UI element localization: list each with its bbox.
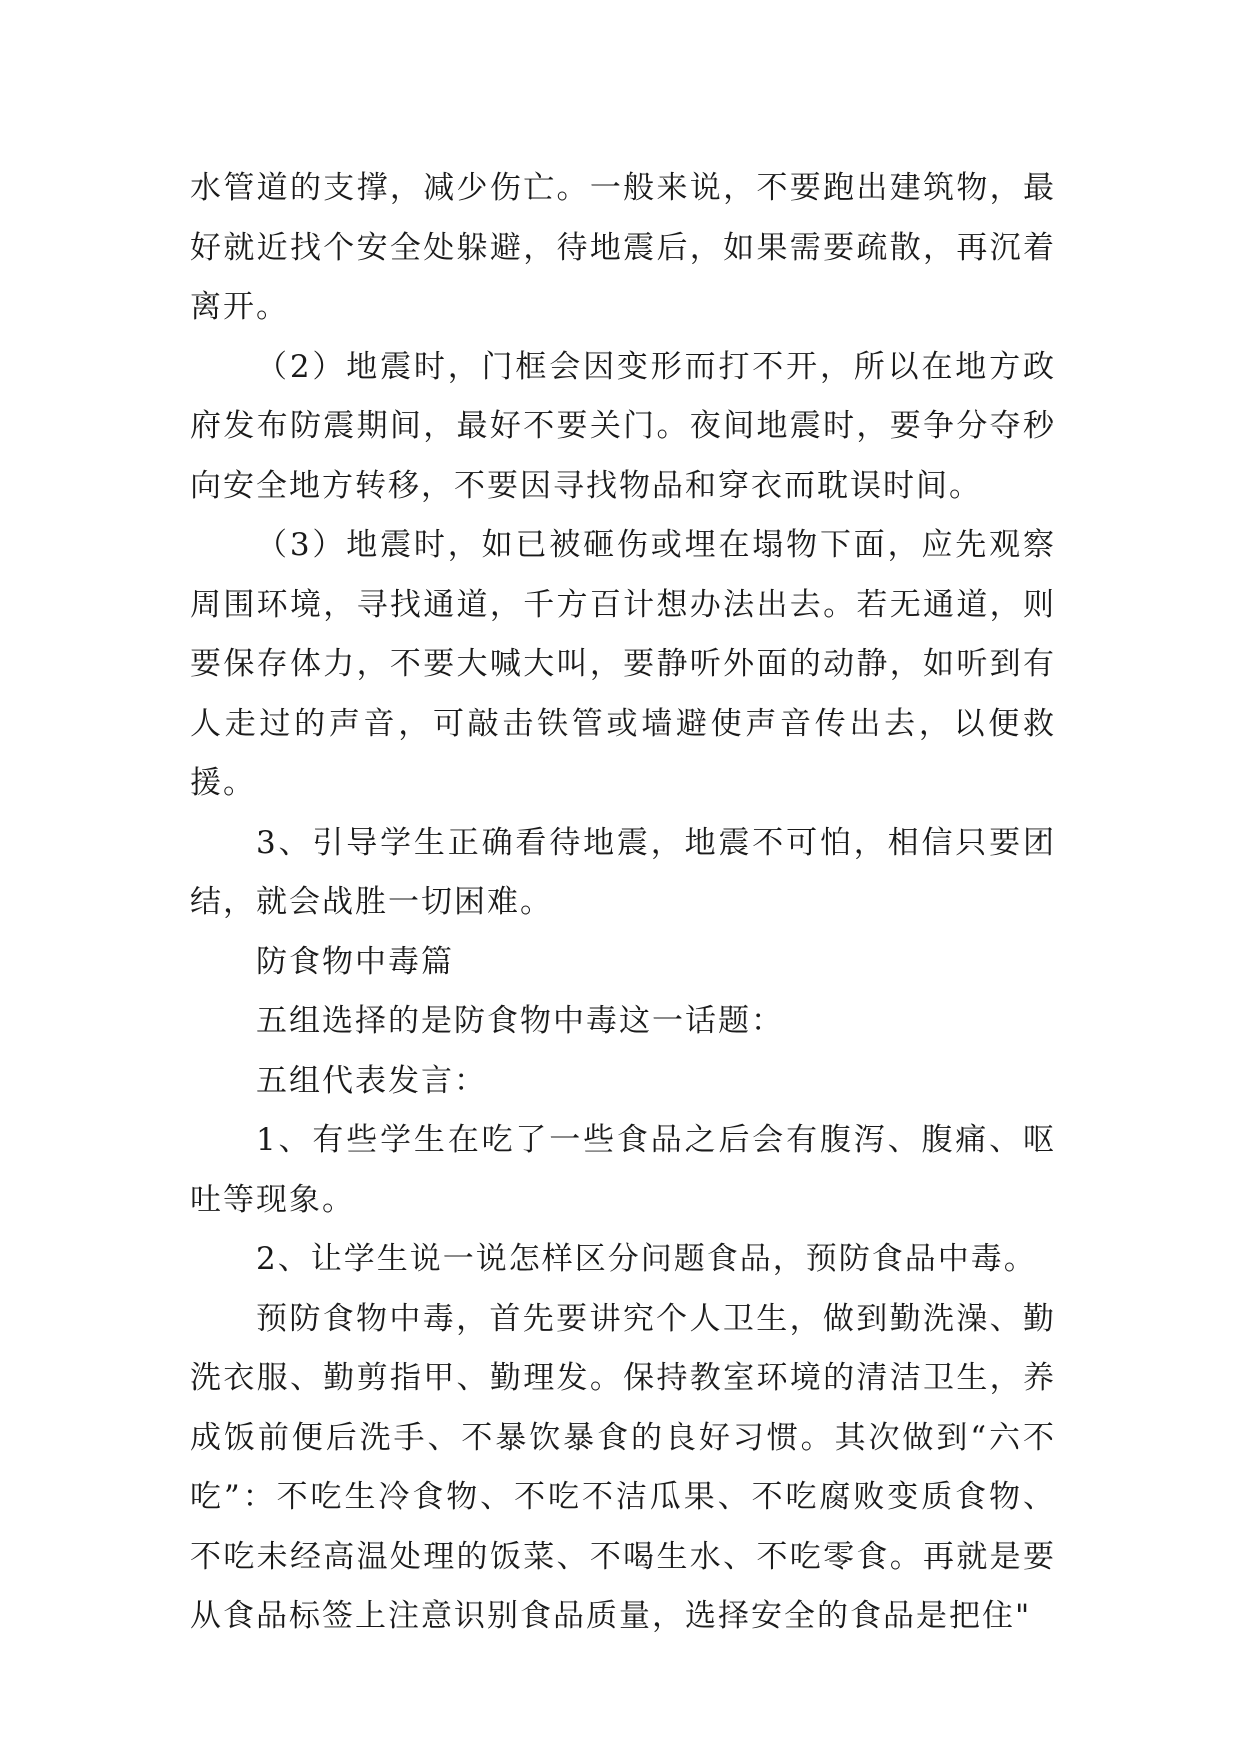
paragraph-group-representative: 五组代表发言： [256, 1062, 487, 1099]
paragraph-earthquake-doors: （2）地震时，门框会因变形而打不开，所以在地方政府发布防震期间，最好不要关门。夜间地震时，要争分夺秒向安全地方转移，不要因寻找物品和穿衣而耽误时间。 [190, 348, 1056, 504]
paragraph-symptoms: 1、有些学生在吃了一些食品之后会有腹泻、腹痛、呕吐等现象。 [190, 1122, 1056, 1218]
section-heading-food-poisoning: 防食物中毒篇 [256, 943, 454, 980]
paragraph-group-topic: 五组选择的是防食物中毒这一话题： [256, 1003, 784, 1039]
document-body [190, 159, 1056, 1647]
paragraph-earthquake-trapped: （3）地震时，如已被砸伤或埋在塌物下面，应先观察周围环境，寻找通道，千方百计想办法出去。若无通道，则要保存体力，不要大喊大叫，要静听外面的动静，如听到有人走过的声音，可敲击铁管或墙避使声音传出去，以便救援。 [190, 527, 1056, 801]
paragraph-prevention-details: 预防食物中毒，首先要讲究个人卫生，做到勤洗澡、勤洗衣服、勤剪指甲、勤理发。保持教室环境的清洁卫生，养成饭前便后洗手、不暴饮暴食的良好习惯。其次做到“六不吃”：不吃生冷食物、不吃不洁瓜果、不吃腐败变质食物、不吃未经高温处理的饭菜、不喝生水、不吃零食。再就是要从食品标签上注意识别食品质量，选择安全的食品是把住" [190, 1300, 1056, 1634]
paragraph-prevention-question: 2、让学生说一说怎样区分问题食品，预防食品中毒。 [256, 1241, 1037, 1277]
paragraph-earthquake-attitude: 3、引导学生正确看待地震，地震不可怕，相信只要团结，就会战胜一切困难。 [190, 824, 1056, 920]
paragraph-earthquake-shelter: 水管道的支撑，减少伤亡。一般来说，不要跑出建筑物，最好就近找个安全处躲避，待地震后，如果需要疏散，再沉着离开。 [190, 170, 1056, 325]
